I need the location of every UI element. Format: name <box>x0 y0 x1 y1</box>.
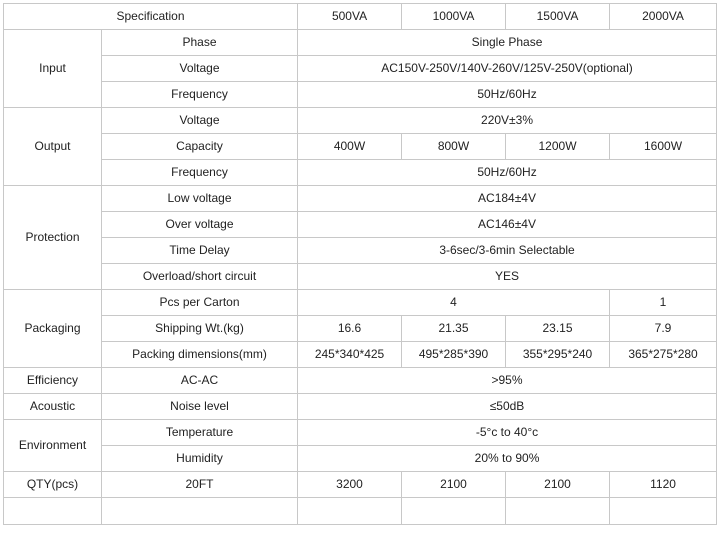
row-label: Low voltage <box>102 186 298 212</box>
empty-cell <box>298 498 402 525</box>
table-row <box>4 108 717 134</box>
row-value: AC184±4V <box>298 186 717 212</box>
row-label: AC-AC <box>102 368 298 394</box>
spec-table <box>3 3 717 525</box>
group-qty: QTY(pcs) <box>4 472 102 498</box>
empty-cell <box>610 498 717 525</box>
header-spec: Specification <box>4 4 298 30</box>
cell-value: 365*275*280 <box>610 342 717 368</box>
row-value: AC146±4V <box>298 212 717 238</box>
group-output: Output <box>4 108 102 186</box>
row-label: Temperature <box>102 420 298 446</box>
cell-value: 23.15 <box>506 316 610 342</box>
table-row <box>4 186 717 212</box>
empty-row <box>4 498 717 525</box>
header-row <box>4 4 717 30</box>
row-label: Time Delay <box>102 238 298 264</box>
cell-value: 21.35 <box>402 316 506 342</box>
row-value: AC150V-250V/140V-260V/125V-250V(optional) <box>298 56 717 82</box>
row-label: Voltage <box>102 108 298 134</box>
cell-value: 3200 <box>298 472 402 498</box>
row-label: Shipping Wt.(kg) <box>102 316 298 342</box>
header-model: 500VA <box>298 4 402 30</box>
table-row <box>4 134 717 160</box>
cell-value: 7.9 <box>610 316 717 342</box>
row-label: Humidity <box>102 446 298 472</box>
group-efficiency: Efficiency <box>4 368 102 394</box>
group-environment: Environment <box>4 420 102 472</box>
cell-value: 355*295*240 <box>506 342 610 368</box>
table-row <box>4 472 717 498</box>
cell-value: 245*340*425 <box>298 342 402 368</box>
row-label: Frequency <box>102 82 298 108</box>
table-row <box>4 56 717 82</box>
table-row <box>4 264 717 290</box>
cell-value: 4 <box>298 290 610 316</box>
cell-value: 1200W <box>506 134 610 160</box>
row-value: Single Phase <box>298 30 717 56</box>
empty-cell <box>402 498 506 525</box>
table-row <box>4 212 717 238</box>
cell-value: 1120 <box>610 472 717 498</box>
row-value: 220V±3% <box>298 108 717 134</box>
row-value: 20% to 90% <box>298 446 717 472</box>
table-row <box>4 368 717 394</box>
row-value: 50Hz/60Hz <box>298 160 717 186</box>
row-label: Capacity <box>102 134 298 160</box>
table-row <box>4 82 717 108</box>
cell-value: 1 <box>610 290 717 316</box>
row-label: Voltage <box>102 56 298 82</box>
group-acoustic: Acoustic <box>4 394 102 420</box>
table-row <box>4 160 717 186</box>
cell-value: 2100 <box>402 472 506 498</box>
table-row <box>4 446 717 472</box>
empty-cell <box>102 498 298 525</box>
cell-value: 495*285*390 <box>402 342 506 368</box>
cell-value: 2100 <box>506 472 610 498</box>
header-model: 1000VA <box>402 4 506 30</box>
row-value: -5°c to 40°c <box>298 420 717 446</box>
row-label: Noise level <box>102 394 298 420</box>
row-label: 20FT <box>102 472 298 498</box>
row-value: 50Hz/60Hz <box>298 82 717 108</box>
table-row <box>4 342 717 368</box>
row-label: Pcs per Carton <box>102 290 298 316</box>
cell-value: 800W <box>402 134 506 160</box>
row-value: YES <box>298 264 717 290</box>
row-value: >95% <box>298 368 717 394</box>
header-model: 2000VA <box>610 4 717 30</box>
row-value: ≤50dB <box>298 394 717 420</box>
cell-value: 1600W <box>610 134 717 160</box>
row-label: Overload/short circuit <box>102 264 298 290</box>
table-row <box>4 290 717 316</box>
empty-cell <box>4 498 102 525</box>
group-input: Input <box>4 30 102 108</box>
empty-cell <box>506 498 610 525</box>
row-value: 3-6sec/3-6min Selectable <box>298 238 717 264</box>
cell-value: 400W <box>298 134 402 160</box>
table-row <box>4 30 717 56</box>
cell-value: 16.6 <box>298 316 402 342</box>
row-label: Over voltage <box>102 212 298 238</box>
table-row <box>4 420 717 446</box>
header-model: 1500VA <box>506 4 610 30</box>
row-label: Frequency <box>102 160 298 186</box>
row-label: Phase <box>102 30 298 56</box>
row-label: Packing dimensions(mm) <box>102 342 298 368</box>
table-row <box>4 238 717 264</box>
group-protection: Protection <box>4 186 102 290</box>
table-row <box>4 394 717 420</box>
table-row <box>4 316 717 342</box>
group-packaging: Packaging <box>4 290 102 368</box>
